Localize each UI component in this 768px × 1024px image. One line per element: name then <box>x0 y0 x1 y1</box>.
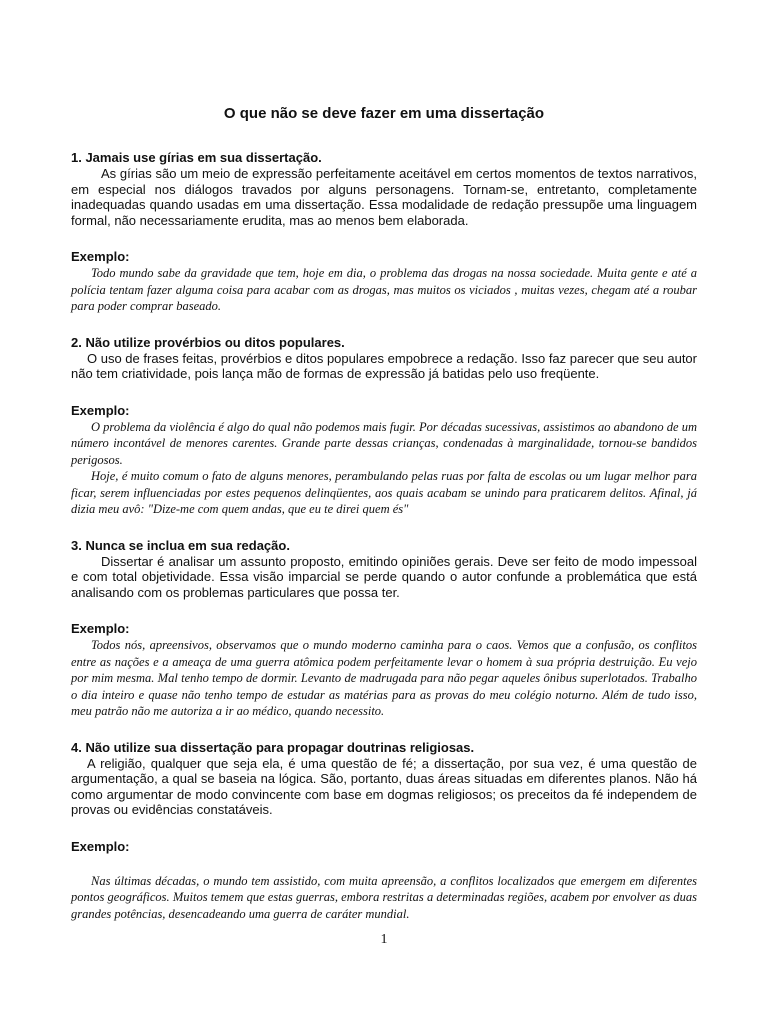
example-paragraph: Todo mundo sabe da gravidade que tem, hoje em dia, o problema das drogas na nossa sociedade. Muita gente e até a polícia tentam fazer alguma coisa para acabar com as drogas, mas muitos os viciados , muitas vezes, chegam até a roubar para poder comprar baseado. <box>71 266 697 313</box>
example-paragraph: Todos nós, apreensivos, observamos que o mundo moderno caminha para o caos. Vemos que a confusão, os conflitos entre as nações e a ameaça de uma guerra atômica podem perfeitamente levar o homem à sua própria destruição. Eu vejo por mim mesma. Mal tenho tempo de dormir. Levanto de madrugada para não pegar aqueles ônibus superlotados. Trabalho o dia inteiro e quase não tenho tempo de estudar as matérias para as provas do meu colégio noturno. Além de tudo isso, meu patrão não me autoriza a ir ao médico, quando necessito. <box>71 638 697 718</box>
document-content <box>71 104 697 922</box>
section-2 <box>71 335 697 518</box>
section-1 <box>71 150 697 315</box>
section-4 <box>71 740 697 923</box>
section-heading: 4. Não utilize sua dissertação para propagar doutrinas religiosas. <box>71 739 475 755</box>
section-heading: 3. Nunca se inclua em sua redação. <box>71 537 290 553</box>
section-heading: 2. Não utilize provérbios ou ditos populares. <box>71 334 345 350</box>
page-title: O que não se deve fazer em uma dissertação <box>223 105 545 122</box>
section-body: A religião, qualquer que seja ela, é uma questão de fé; a dissertação, por sua vez, é uma questão de argumentação, a qual se baseia na lógica. São, portanto, duas áreas situadas em diferentes planos. Não há como argumentar de modo convincente com base em dogmas religiosos; os preceitos da fé independem de provas ou evidências constatáveis. <box>71 755 697 817</box>
section-body: O uso de frases feitas, provérbios e ditos populares empobrece a redação. Isso faz parecer que seu autor não tem criatividade, pois lança mão de formas de expressão já batidas pelo uso freqüente. <box>71 350 697 381</box>
section-body: As gírias são um meio de expressão perfeitamente aceitável em certos momentos de textos narrativos, em especial nos diálogos travados por alguns personagens. Tornam-se, entretanto, completamente inadequadas quando usadas em uma dissertação. Essa modalidade de redação pressupõe uma linguagem formal, não necessariamente erudita, mas ao menos bem elaborada. <box>71 166 697 228</box>
page-number: 1 <box>380 932 388 947</box>
section-3 <box>71 538 697 720</box>
example-paragraph: O problema da violência é algo do qual não podemos mais fugir. Por décadas sucessivas, assistimos ao abandono de um número incontável de menores carentes. Grande parte dessas crianças, condenadas à marginalidade, tornou-se bandidos perigosos. <box>71 419 697 467</box>
section-heading: 1. Jamais use gírias em sua dissertação. <box>71 150 322 165</box>
example-label: Exemplo: <box>71 249 130 264</box>
section-body: Dissertar é analisar um assunto proposto, emitindo opiniões gerais. Deve ser feito de modo impessoal e com total objetividade. Essa visão imparcial se perde quando o autor confunde a problemática que está analisando com os problemas particulares que possa ter. <box>71 553 697 600</box>
example-label: Exemplo: <box>71 621 130 636</box>
example-label: Exemplo: <box>71 838 130 854</box>
example-label: Exemplo: <box>71 402 130 418</box>
example-paragraph: Hoje, é muito comum o fato de alguns menores, perambulando pelas ruas por falta de escolas ou um lugar melhor para ficar, serem influenciadas por estes pequenos delinqüentes, aos quais acabam se unindo para praticarem delitos. Afinal, já dizia meu avô: "Dize-me com quem andas, que eu te direi quem és" <box>71 469 697 516</box>
example-paragraph: Nas últimas décadas, o mundo tem assistido, com muita apreensão, a conflitos localizados que emergem em diferentes pontos geográficos. Muitos temem que estas guerras, embora restritas a determinadas regiões, acabem por envolver as duas grandes potências, desencadeando uma guerra de caráter mundial. <box>71 873 697 921</box>
